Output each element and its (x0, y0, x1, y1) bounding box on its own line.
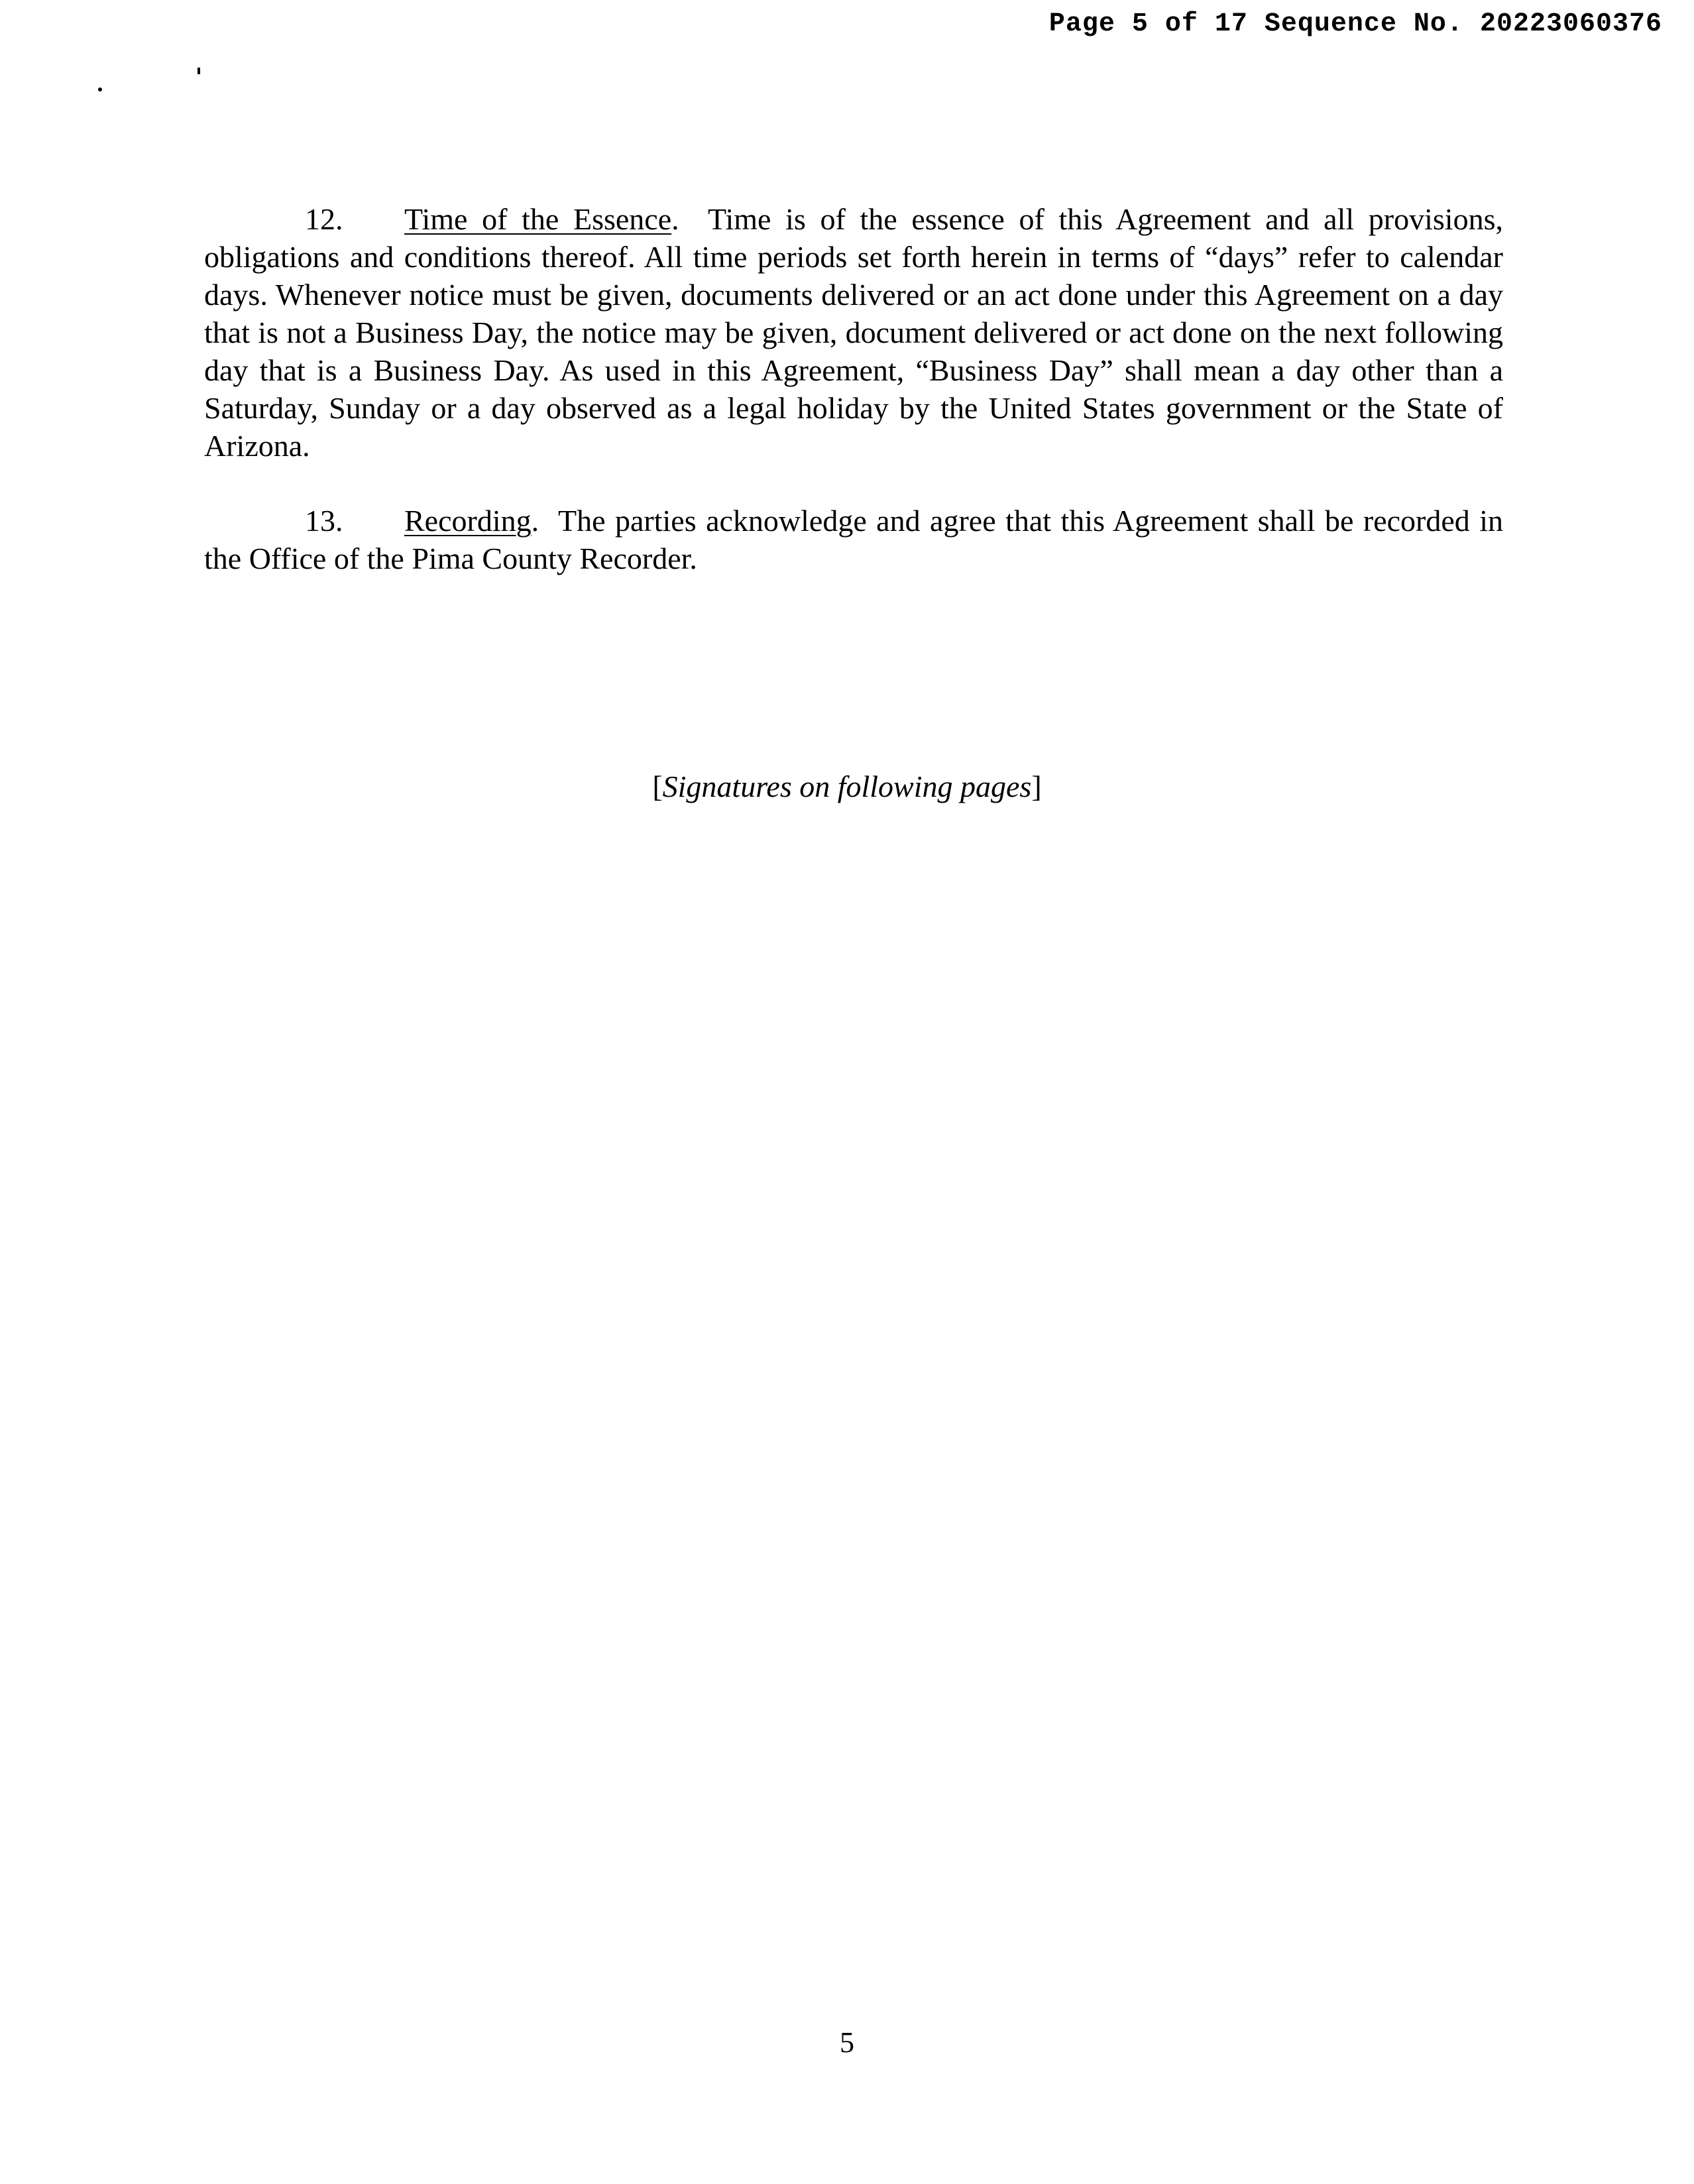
scan-speck (98, 87, 102, 91)
signature-note-close: ] (1031, 770, 1042, 803)
section-13 (204, 502, 1503, 577)
section-number: 12. (305, 202, 343, 236)
section-text: Time is of the essence of this Agreement and all provisions, obligations and conditions thereof. All time periods set forth herein in terms of “days” refer to calendar days. Whenever notice must be given, documents delivered or an act done under this Agreement on a day that is not a Business Day, the notice may be given, document delivered or act done on the next following day that is a Business Day. As used in this Agreement, “Business Day” shall mean a day other than a Saturday, Sunday or a day observed as a legal holiday by the United States government or the State of Arizona. (204, 202, 1503, 463)
section-heading: Recording (404, 504, 532, 538)
section-12 (204, 200, 1503, 465)
section-heading-suffix: . (671, 202, 679, 236)
signature-note-open: [ (652, 770, 663, 803)
section-heading-suffix: . (531, 504, 539, 538)
signature-note-text: Signatures on following pages (662, 770, 1032, 803)
section-heading: Time of the Essence (404, 202, 672, 236)
recorder-header-stamp: Page 5 of 17 Sequence No. 20223060376 (1048, 9, 1662, 39)
section-number: 13. (305, 504, 343, 538)
section-text: The parties acknowledge and agree that this Agreement shall be recorded in the Office of the Pima County Recorder. (204, 504, 1504, 575)
page-number: 5 (840, 2026, 854, 2059)
scan-speck (198, 68, 200, 74)
signature-note (0, 769, 1694, 804)
